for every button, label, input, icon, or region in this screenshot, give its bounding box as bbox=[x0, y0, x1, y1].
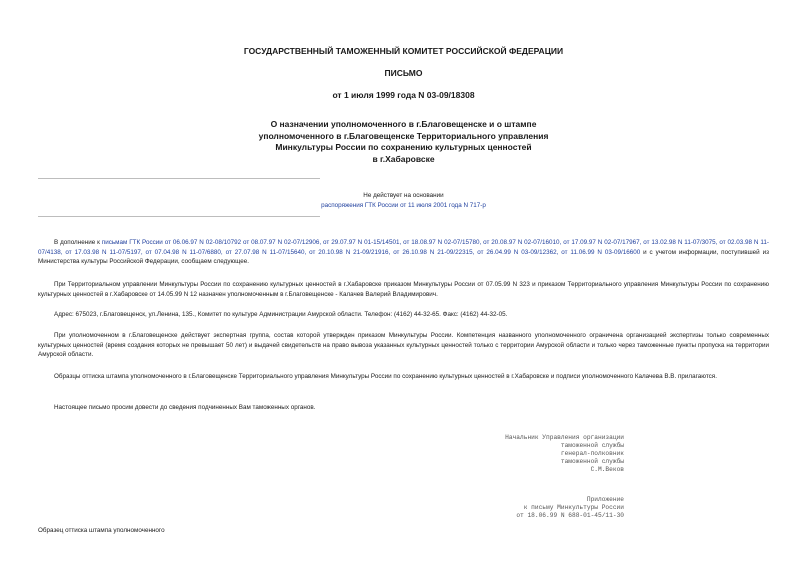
appendix-block bbox=[516, 496, 624, 520]
paragraph-text: При Территориальном управлении Минкультуры России по сохранению культурных ценностей в г.Хабаровске приказом Минкультуры России от 07.05.99 N 323 и приказом Территориального управления Минкультуры России по сохранению культурных ценностей в г.Хабаровске от 14.05.99 N 12 назначен уполномоченным в г.Благовещенске - Калачев Валерий Владимирович. bbox=[38, 281, 769, 298]
document-type: ПИСЬМО bbox=[384, 68, 423, 78]
signature-line: С.М.Веков bbox=[590, 466, 624, 474]
appendix-line: от 18.06.99 N 688-01-45/11-30 bbox=[516, 512, 624, 520]
status-note bbox=[200, 191, 607, 211]
stamp-sample-caption: Образец оттиска штампа уполномоченного bbox=[38, 527, 165, 534]
paragraph-appointment bbox=[38, 280, 769, 299]
signature-line: генерал-полковник bbox=[560, 450, 624, 458]
references-link[interactable]: письмам ГТК России от 06.06.97 N 02-08/10792 от 08.07.97 N 02-07/12906, от 29.07.97 N 01-15/14501, от 18.08.97 N 02-07/15780, от 20.08.97 N 02-07/16010, от 17.09.97 N 02-07/17967, от 13.02.98 N 11-07/3075, от 02.03.98 N 11-07/4138, от 17.03.98 N 11-07/5197, от 07.04.98 N 11-07/6880, от 27.07.98 N 11-07/15640, от 20.10.98 N 21-09/21916, от 26.10.98 N 21-09/22315, от 26.04.99 N 03-09/12362, от 11.06.99 N 03-09/16600 bbox=[38, 239, 769, 256]
paragraph-text: Настоящее письмо просим довести до сведения подчиненных Вам таможенных органов. bbox=[54, 404, 316, 411]
title-line: О назначении уполномоченного в г.Благовещенске и о штампе bbox=[270, 119, 537, 129]
paragraph-text: При уполномоченном в г.Благовещенске действует экспертная группа, состав которой утвержден приказом Минкультуры России. Компетенция названного уполномоченного ограничена организацией экспертизы только современных культурных ценностей (время создания которых не превышает 50 лет) и выдачей свидетельств на право вывоза указанных культурных ценностей только с территории Амурской области и только через таможенные пункты пропуска на территории Амурской области. bbox=[38, 332, 769, 359]
document-date-number: от 1 июля 1999 года N 03-09/18308 bbox=[332, 90, 475, 100]
signature-line: таможенной службы bbox=[560, 458, 624, 466]
paragraph-text: Образцы оттиска штампа уполномоченного в г.Благовещенске Территориального управления Минкультуры России по сохранению культурных ценностей в г.Хабаровске и подписи уполномоченного Калачева В.В. прилагаются. bbox=[54, 373, 717, 380]
appendix-line: Приложение bbox=[586, 496, 624, 503]
paragraph-suffix: и с учетом информации, поступившей из Министерства культуры Российской Федерации, сообщаем следующее. bbox=[38, 248, 769, 266]
signature-line: таможенной службы bbox=[560, 442, 624, 450]
divider-bottom bbox=[38, 216, 320, 217]
paragraph-prefix: В дополнение к bbox=[54, 239, 102, 246]
title-line: уполномоченного в г.Благовещенске Территориального управления bbox=[258, 130, 549, 141]
divider-top bbox=[38, 178, 320, 179]
title-line: в г.Хабаровске bbox=[372, 153, 435, 164]
paragraph-text: Адрес: 675023, г.Благовещенск, ул.Ленина, 135., Комитет по культуре Администрации Амурской области. Телефон: (4162) 44-32-65. Факс: (4162) 44-32-05. bbox=[54, 311, 508, 318]
paragraph-competence bbox=[38, 331, 769, 360]
paragraph-references bbox=[38, 238, 769, 267]
paragraph-closing bbox=[38, 403, 769, 413]
appendix-line: к письму Минкультуры России bbox=[523, 504, 624, 512]
title-line: Минкультуры России по сохранению культурных ценностей bbox=[275, 142, 532, 152]
status-text: Не действует на основании bbox=[363, 192, 444, 199]
status-link[interactable]: распоряжения ГТК России от 11 июля 2001 года N 717-р bbox=[321, 202, 486, 209]
issuer-heading: ГОСУДАРСТВЕННЫЙ ТАМОЖЕННЫЙ КОМИТЕТ РОССИЙСКОЙ ФЕДЕРАЦИИ bbox=[243, 46, 564, 56]
paragraph-samples bbox=[38, 372, 769, 382]
signature-block bbox=[505, 434, 624, 474]
paragraph-address bbox=[38, 310, 769, 320]
document-title bbox=[200, 119, 607, 165]
signature-line: Начальник Управления организации bbox=[505, 434, 624, 441]
